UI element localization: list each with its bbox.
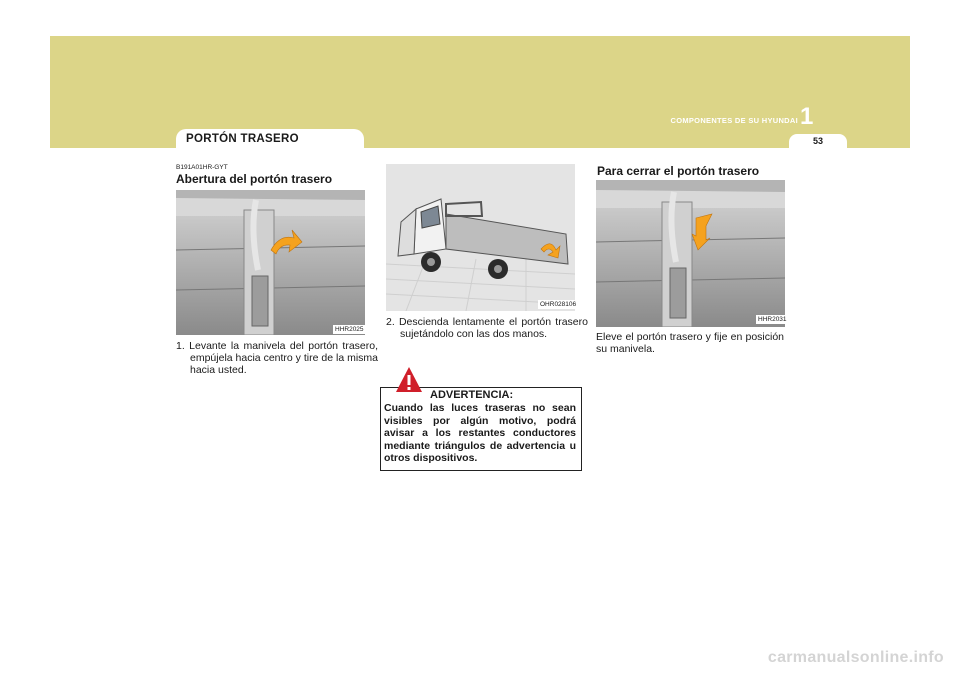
closing-text: Eleve el portón trasero y fije en posición su manivela. (596, 331, 784, 355)
tailgate-handle-open-photo (176, 190, 365, 335)
closing-heading: Para cerrar el portón trasero (597, 164, 760, 178)
reference-code: B191A01HR-GYT (176, 164, 228, 171)
step-2-text: 2. Descienda lentamente el portón trasero sujetándolo con las dos manos. (386, 316, 588, 340)
warning-icon (395, 366, 423, 394)
photo-code: HHR2031 (758, 316, 787, 323)
watermark: carmanualsonline.info (767, 649, 944, 666)
section-title: PORTÓN TRASERO (186, 133, 299, 145)
page-number: 53 (812, 136, 823, 146)
photo-code: OHR028106 (540, 301, 577, 308)
opening-heading: Abertura del portón trasero (176, 172, 333, 186)
chapter-number: 1 (800, 103, 814, 130)
truck-tailgate-photo (386, 164, 575, 311)
chapter-title: COMPONENTES DE SU HYUNDAI (670, 116, 798, 125)
tailgate-handle-close-photo (596, 180, 785, 327)
photo-code: HHR2025 (335, 326, 364, 333)
warning-text: Cuando las luces traseras no sean visibles por algún motivo, podrá avisar a los restantes conductores mediante triángulos de advertencia u otros dispositivos. (384, 402, 576, 465)
step-1-text: 1. Levante la manivela del portón trasero, empújela hacia centro y tire de la misma hacia usted. (176, 340, 378, 376)
warning-title: ADVERTENCIA: (430, 389, 514, 401)
